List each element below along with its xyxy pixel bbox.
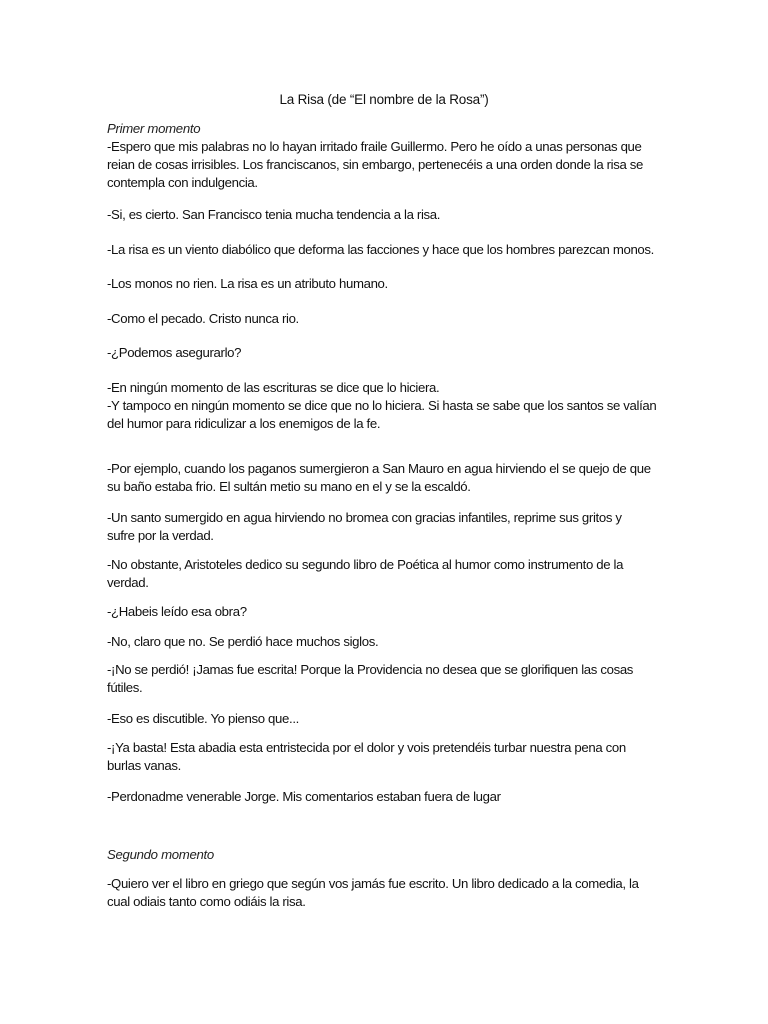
paragraph-line: contempla con indulgencia.	[107, 175, 258, 190]
paragraph-15	[107, 739, 667, 775]
paragraph-line: -Un santo sumergido en agua hirviendo no bromea con gracias infantiles, reprime sus gritos y	[107, 510, 622, 525]
paragraph-7	[107, 379, 667, 433]
paragraph-line: reian de cosas irrisibles. Los franciscanos, sin embargo, pertenecéis a una orden donde la risa se	[107, 157, 644, 172]
paragraph-16	[107, 788, 667, 806]
paragraph-line: -Perdonadme venerable Jorge. Mis comentarios estaban fuera de lugar	[107, 789, 501, 804]
paragraph-line: sufre por la verdad.	[107, 528, 214, 543]
paragraph-line: -En ningún momento de las escrituras se dice que lo hiciera.	[107, 380, 440, 395]
paragraph-1	[107, 138, 667, 192]
paragraph-11	[107, 603, 667, 621]
paragraph-line: -¿Podemos asegurarlo?	[107, 345, 242, 360]
paragraph-5	[107, 310, 667, 328]
paragraph-line: -Si, es cierto. San Francisco tenia mucha tendencia a la risa.	[107, 207, 441, 222]
paragraph-line: fútiles.	[107, 680, 143, 695]
paragraph-12	[107, 633, 667, 651]
paragraph-line: -Espero que mis palabras no lo hayan irritado fraile Guillermo. Pero he oído a unas personas que	[107, 139, 642, 154]
paragraph-line: -No obstante, Aristoteles dedico su segundo libro de Poética al humor como instrumento de la	[107, 557, 624, 572]
paragraph-13	[107, 661, 667, 697]
paragraph-line: -¡Ya basta! Esta abadia esta entristecida por el dolor y vois pretendéis turbar nuestra pena con	[107, 740, 626, 755]
paragraph-line: verdad.	[107, 575, 149, 590]
paragraph-line: -Como el pecado. Cristo nunca rio.	[107, 311, 299, 326]
paragraph-4	[107, 275, 667, 293]
paragraph-line: -Y tampoco en ningún momento se dice que no lo hiciera. Si hasta se sabe que los santos se valían	[107, 398, 657, 413]
paragraph-line: -¿Habeis leído esa obra?	[107, 604, 247, 619]
paragraph-line: -Los monos no rien. La risa es un atributo humano.	[107, 276, 388, 291]
paragraph-14	[107, 710, 667, 728]
paragraph-line: su baño estaba frio. El sultán metio su mano en el y se la escaldó.	[107, 479, 471, 494]
section-heading-primer-momento: Primer momento	[107, 121, 201, 136]
paragraph-8	[107, 460, 667, 496]
paragraph-line: cual odiais tanto como odiáis la risa.	[107, 894, 306, 909]
paragraph-2	[107, 206, 667, 224]
paragraph-17	[107, 875, 667, 911]
paragraph-6	[107, 344, 667, 362]
paragraph-line: -La risa es un viento diabólico que deforma las facciones y hace que los hombres parezcan monos.	[107, 242, 654, 257]
paragraph-line: del humor para ridiculizar a los enemigos de la fe.	[107, 416, 381, 431]
paragraph-line: -No, claro que no. Se perdió hace muchos siglos.	[107, 634, 379, 649]
paragraph-line: -Por ejemplo, cuando los paganos sumergieron a San Mauro en agua hirviendo el se quejo de que	[107, 461, 651, 476]
paragraph-line: -Eso es discutible. Yo pienso que...	[107, 711, 299, 726]
paragraph-line: -¡No se perdió! ¡Jamas fue escrita! Porque la Providencia no desea que se glorifiquen las cosas	[107, 662, 634, 677]
paragraph-10	[107, 556, 667, 592]
paragraph-9	[107, 509, 667, 545]
paragraph-line: burlas vanas.	[107, 758, 181, 773]
paragraph-3	[107, 241, 667, 259]
document-title: La Risa (de “El nombre de la Rosa”)	[279, 92, 489, 107]
section-heading-segundo-momento: Segundo momento	[107, 847, 214, 862]
paragraph-line: -Quiero ver el libro en griego que según vos jamás fue escrito. Un libro dedicado a la comedia, la	[107, 876, 639, 891]
